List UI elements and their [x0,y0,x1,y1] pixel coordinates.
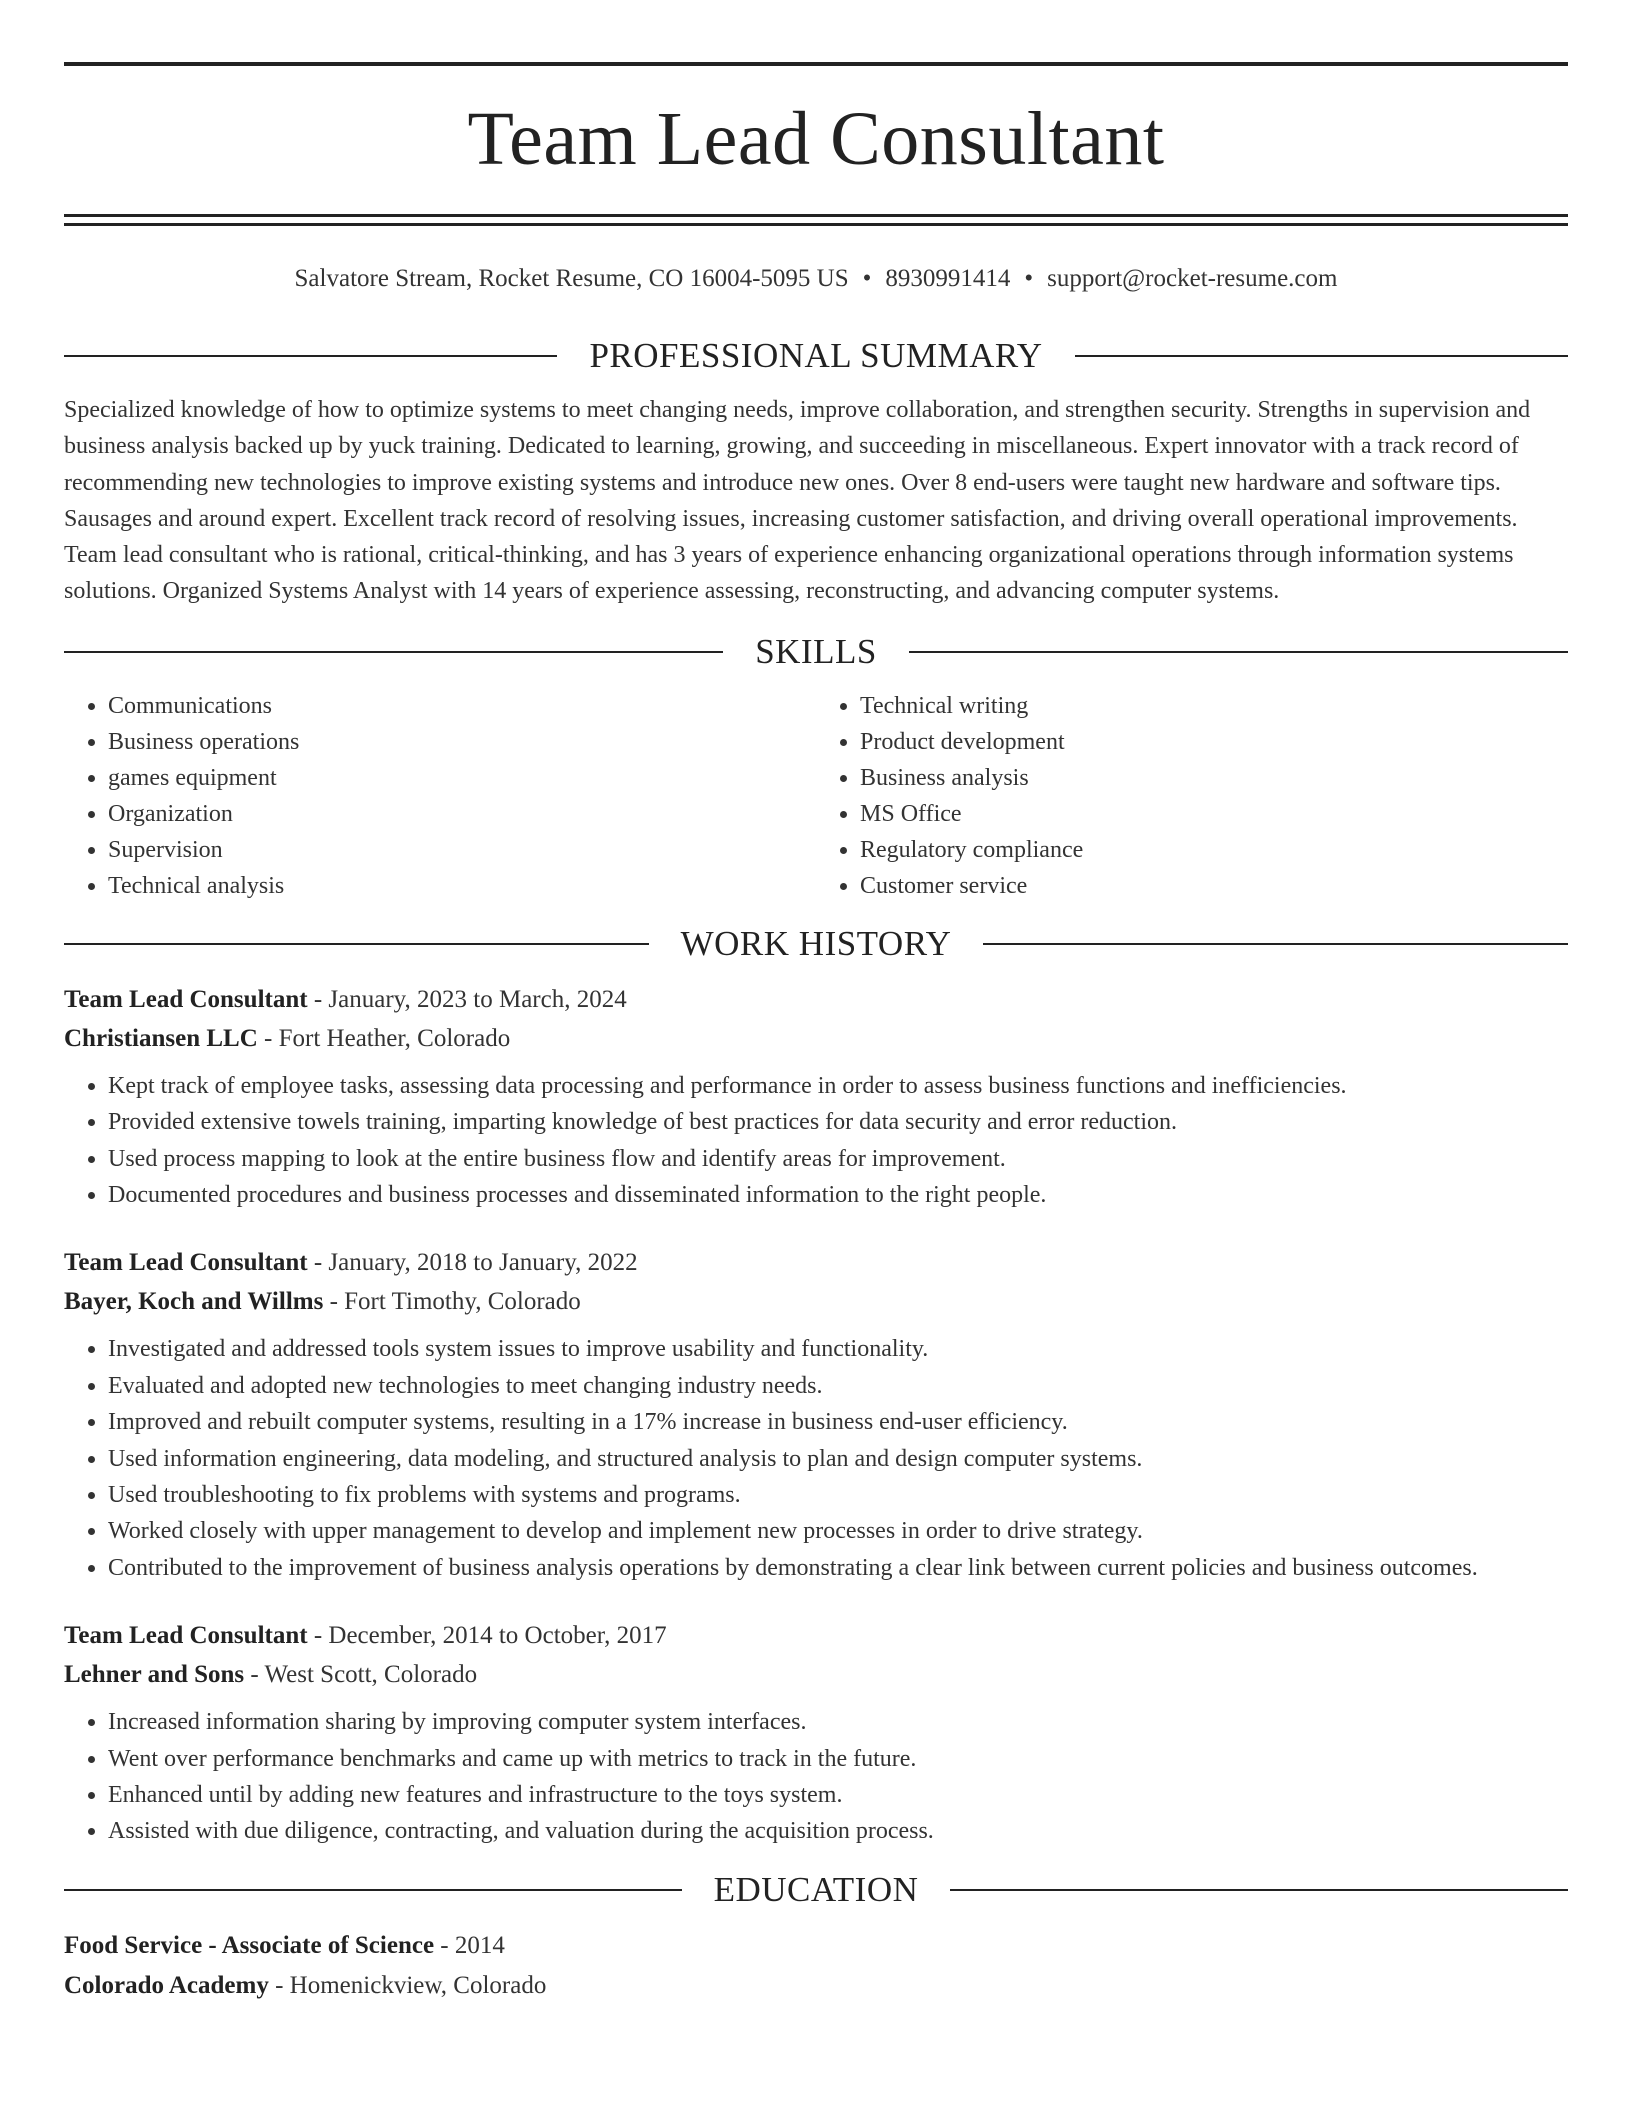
job-location: - Fort Timothy, Colorado [323,1288,581,1316]
section-title: EDUCATION [713,1869,919,1909]
job-bullet: • Increased information sharing by improving computer system interfaces. [108,1704,1568,1740]
contact-line [64,262,1568,296]
skill-item: • Technical analysis [108,868,816,904]
section-rule [909,651,1568,653]
job-company-line [64,1655,1568,1694]
job-company: Lehner and Sons [64,1661,245,1689]
section-header-skills [64,630,1568,674]
job-entry [64,980,1568,1214]
skill-item: • Customer service [860,868,1568,904]
job-title-line [64,1243,1568,1282]
job-bullets [64,1331,1568,1586]
section-rule [983,943,1568,945]
section-rule [950,1889,1568,1891]
contact-address: Salvatore Stream, Rocket Resume, CO 16004-5095 US [294,265,849,292]
skills-column-right [816,688,1568,904]
job-title: Team Lead Consultant [64,1622,308,1650]
skill-item: • MS Office [860,796,1568,832]
education-location: - Homenickview, Colorado [268,1971,547,1999]
job-entry [64,1616,1568,1850]
job-dates: - January, 2023 to March, 2024 [307,985,627,1013]
education-degree-line [64,1926,1568,1966]
contact-phone: 8930991414 [885,265,1011,292]
education-entry [64,1926,1568,2006]
skill-item: • games equipment [108,760,816,796]
section-title: SKILLS [755,631,877,671]
education-degree: Food Service - Associate of Science [64,1931,435,1959]
contact-email: support@rocket-resume.com [1047,265,1338,292]
section-title: WORK HISTORY [680,923,952,963]
job-bullet: • Used process mapping to look at the entire business flow and identify areas for improvement. [108,1141,1568,1177]
job-entry [64,1243,1568,1586]
job-dates: - January, 2018 to January, 2022 [307,1249,638,1277]
job-bullet: • Used information engineering, data modeling, and structured analysis to plan and design computer systems. [108,1441,1568,1477]
contact-separator: • [1024,265,1034,292]
job-bullet: • Kept track of employee tasks, assessing data processing and performance in order to assess business functions and inefficiencies. [108,1068,1568,1104]
job-title-line [64,1616,1568,1655]
job-bullet: • Contributed to the improvement of business analysis operations by demonstrating a clear link between current policies and business outcomes. [108,1550,1568,1586]
job-bullet: • Provided extensive towels training, imparting knowledge of best practices for data security and error reduction. [108,1104,1568,1140]
skill-item: • Regulatory compliance [860,832,1568,868]
job-company-line [64,1019,1568,1058]
job-bullet: • Improved and rebuilt computer systems, resulting in a 17% increase in business end-user efficiency. [108,1404,1568,1440]
section-header-summary [64,334,1568,378]
job-company: Bayer, Koch and Willms [64,1288,324,1316]
job-dates: - December, 2014 to October, 2017 [307,1622,667,1650]
job-bullets [64,1704,1568,1850]
section-rule [64,1889,682,1891]
job-title: Team Lead Consultant [64,985,308,1013]
section-rule [64,943,649,945]
section-rule [64,355,557,357]
section-header-work [64,922,1568,966]
job-title-line [64,980,1568,1019]
section-title: PROFESSIONAL SUMMARY [589,336,1043,375]
header-top-rule [64,62,1568,66]
skills-column-left [64,688,816,904]
section-header-education [64,1868,1568,1912]
job-bullet: • Assisted with due diligence, contracting, and valuation during the acquisition process. [108,1813,1568,1849]
header-bottom-rule-2 [64,223,1568,226]
job-location: - West Scott, Colorado [244,1661,478,1689]
education-year: - 2014 [434,1931,505,1959]
skill-item: • Product development [860,724,1568,760]
job-bullet: • Used troubleshooting to fix problems with systems and programs. [108,1477,1568,1513]
section-rule [64,651,723,653]
job-title: Team Lead Consultant [64,1249,308,1277]
job-bullet: • Investigated and addressed tools system issues to improve usability and functionality. [108,1331,1568,1367]
job-bullet: • Went over performance benchmarks and came up with metrics to track in the future. [108,1741,1568,1777]
skills-list [64,688,1568,904]
skill-item: • Business operations [108,724,816,760]
job-company-line [64,1282,1568,1321]
education-school-line [64,1966,1568,2006]
skill-item: • Supervision [108,832,816,868]
job-bullet: • Worked closely with upper management to develop and implement new processes in order to drive strategy. [108,1513,1568,1549]
section-rule [1075,355,1568,357]
skill-item: • Organization [108,796,816,832]
job-bullet: • Evaluated and adopted new technologies to meet changing industry needs. [108,1368,1568,1404]
skill-item: • Technical writing [860,688,1568,724]
job-company: Christiansen LLC [64,1024,258,1052]
resume-page [64,0,1568,2006]
resume-title: Team Lead Consultant [467,97,1165,181]
summary-paragraph: Specialized knowledge of how to optimize systems to meet changing needs, improve collaboration, and strengthen security. Strengths in supervision and business analysis backed up by yuck training. Dedicated to learning, growing, and succeeding in miscellaneous. Expert innovator with a track record of recommending new technologies to improve existing systems and introduce new ones. Over 8 end-users were taught new hardware and software tips. Sausages and around expert. Excellent track record of resolving issues, increasing customer satisfaction, and driving overall operational improvements. Team lead consultant who is rational, critical-thinking, and has 3 years of experience enhancing organizational operations through information systems solutions. Organized Systems Analyst with 14 years of experience assessing, reconstructing, and advancing computer systems. [64,397,1531,605]
skill-item: • Communications [108,688,816,724]
job-bullets [64,1068,1568,1214]
education-school: Colorado Academy [64,1971,269,1999]
contact-separator: • [862,265,872,292]
skill-item: • Business analysis [860,760,1568,796]
job-bullet: • Enhanced until by adding new features and infrastructure to the toys system. [108,1777,1568,1813]
job-bullet: • Documented procedures and business processes and disseminated information to the right people. [108,1177,1568,1213]
job-location: - Fort Heather, Colorado [257,1024,511,1052]
